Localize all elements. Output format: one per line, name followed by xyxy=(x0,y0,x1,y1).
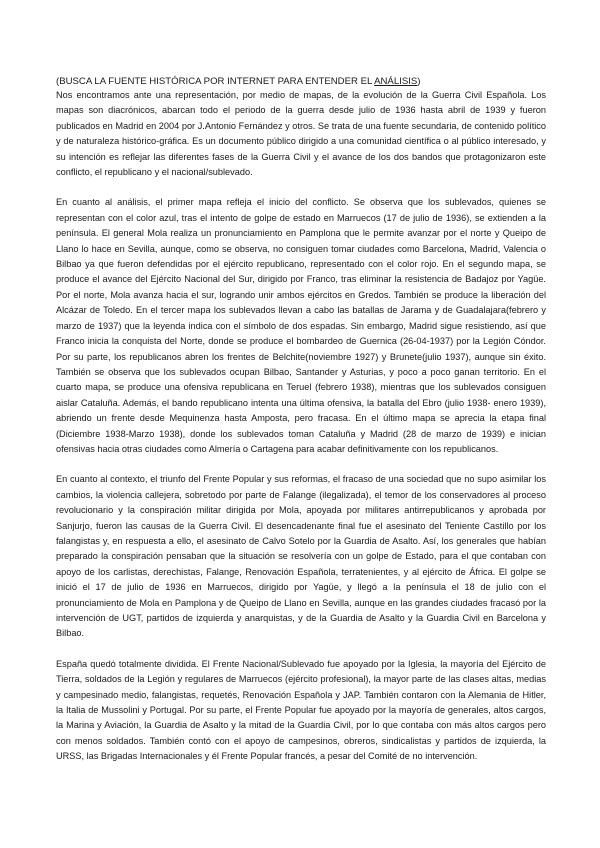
heading-suffix: ) xyxy=(417,76,421,87)
paragraph-gap xyxy=(56,457,546,472)
instruction-heading xyxy=(56,76,546,88)
paragraph-gap xyxy=(56,180,546,195)
document-page xyxy=(56,76,546,765)
paragraph-analysis: En cuanto al análisis, el primer mapa refleja el inicio del conflicto. Se observa que los sublevados, quienes se representan con el color azul, tras el intento de golpe de estado en Marruecos (17 de julio de 1936), se extienden a la península. El general Mola realiza un pronunciamiento en Pamplona que le permite avanzar por el norte y Queipo de Llano lo hace en Sevilla, aunque, como se observa, no consiguen tomar ciudades como Barcelona, Madrid, Valencia o Bilbao ya que fueron defendidas por el ejército republicano, representado con el color rojo. En el segundo mapa, se produce el avance del Ejército Nacional del Sur, dirigido por Franco, tras eliminar la resistencia de Badajoz por Yagüe. Por el norte, Mola avanza hacia el sur, logrando unir ambos ejércitos en Gredos. También se produce la liberación del Alcázar de Toledo. En el tercer mapa los sublevados llevan a cabo las batallas de Jarama y de Guadalajara(febrero y marzo de 1937) que la leyenda indica con el símbolo de dos espadas. Sin embargo, Madrid sigue resistiendo, así que Franco inicia la conquista del Norte, donde se produce el bombardeo de Guernica (26-04-1937) por la Legión Cóndor. Por su parte, los republicanos abren los frentes de Belchite(noviembre 1927) y Brunete(julio 1937), aunque sin éxito. También se observa que los sublevados ocupan Bilbao, Santander y Asturias, y poco a poco ganan territorio. En el cuarto mapa, se produce una ofensiva republicana en Teruel (febrero 1938), mientras que los sublevados consiguen aislar Cataluña. Además, el bando republicano intenta una última ofensiva, la batalla del Ebro (julio 1938- enero 1939), abriendo un frente desde Mequinenza hasta Amposta, pero fracasa. En el último mapa se aprecia la etapa final (Diciembre 1938-Marzo 1938), donde los sublevados toman Cataluña y Madrid (28 de marzo de 1939) e inician ofensivas hacia otras ciudades como Almería o Cartagena para acabar definitivamente con los republicanos. xyxy=(56,197,546,454)
heading-prefix: (BUSCA LA FUENTE HISTÓRICA POR INTERNET PARA ENTENDER EL xyxy=(56,76,375,87)
paragraph-division: España quedó totalmente dividida. El Frente Nacional/Sublevado fue apoyado por la Iglesia, la mayoría del Ejército de Tierra, soldados de la Legión y regulares de Marruecos (ejército profesional), la mayor parte de las clases altas, medias y campesinado medio, falangistas, requetés, Renovación Española y JAP. También contaron con la Alemania de Hitler, la Italia de Mussolini y Portugal. Por su parte, el Frente Popular fue apoyado por la mayoría de generales, altos cargos, la Marina y Aviación, la Guardia de Asalto y la mitad de la Guardia Civil, por lo que contaba con más altos cargos pero con menos soldados. También contó con el apoyo de campesinos, obreros, sindicalistas y partidos de izquierda, la URSS, las Brigadas Internacionales y él Frente Popular francés, a pesar del Comité de no intervención. xyxy=(56,658,546,762)
paragraph-context: En cuanto al contexto, el triunfo del Frente Popular y sus reformas, el fracaso de una sociedad que no supo asimilar los cambios, la violencia callejera, sobretodo por parte de Falange (ilegalizada), el temor de los conservadores al proceso revolucionario y la conspiración militar dirigida por Mola, apoyada por militares antirrepublicanos y aprobada por Sanjurjo, fueron las causas de la Guerra Civil. El desencadenante final fue el asesinato del Teniente Castillo por los falangistas y, en respuesta a ello, el asesinato de Calvo Sotelo por la Guardia de Asalto. Así, los generales que habían preparado la conspiración pensaban que la situación se resolvería con un golpe de Estado, para el que contaban con apoyo de los carlistas, derechistas, Falange, Renovación Española, terratenientes, y al ejército de África. El golpe se inició el 17 de julio de 1936 en Marruecos, dirigido por Yagüe, y llegó a la península el 18 de julio con el pronunciamiento de Mola en Pamplona y de Queipo de Llano en Sevilla, aunque en las grandes ciudades fracasó por la intervención de UGT, partidos de izquierda y anarquistas, y de la Guardia de Asalto y la Guardia Civil en Barcelona y Bilbao. xyxy=(56,474,546,639)
paragraph-introduction: Nos encontramos ante una representación, por medio de mapas, de la evolución de la Guerra Civil Española. Los mapas son diacrónicos, abarcan todo el periodo de la guerra desde julio de 1936 hasta abril de 1939 y fueron publicados en Madrid en 2004 por J.Antonio Fernández y otros. Se trata de una fuente secundaria, de contenido político y de naturaleza histórico-gráfica. Es un documento público dirigido a una comunidad científica o al público interesado, y su intención es reflejar las diferentes fases de la Guerra Civil y el avance de los dos bandos que protagonizaron este conflicto, el republicano y el nacional/sublevado. xyxy=(56,90,546,178)
paragraph-gap xyxy=(56,642,546,657)
heading-underlined-word: ANÁLISIS xyxy=(374,76,418,87)
